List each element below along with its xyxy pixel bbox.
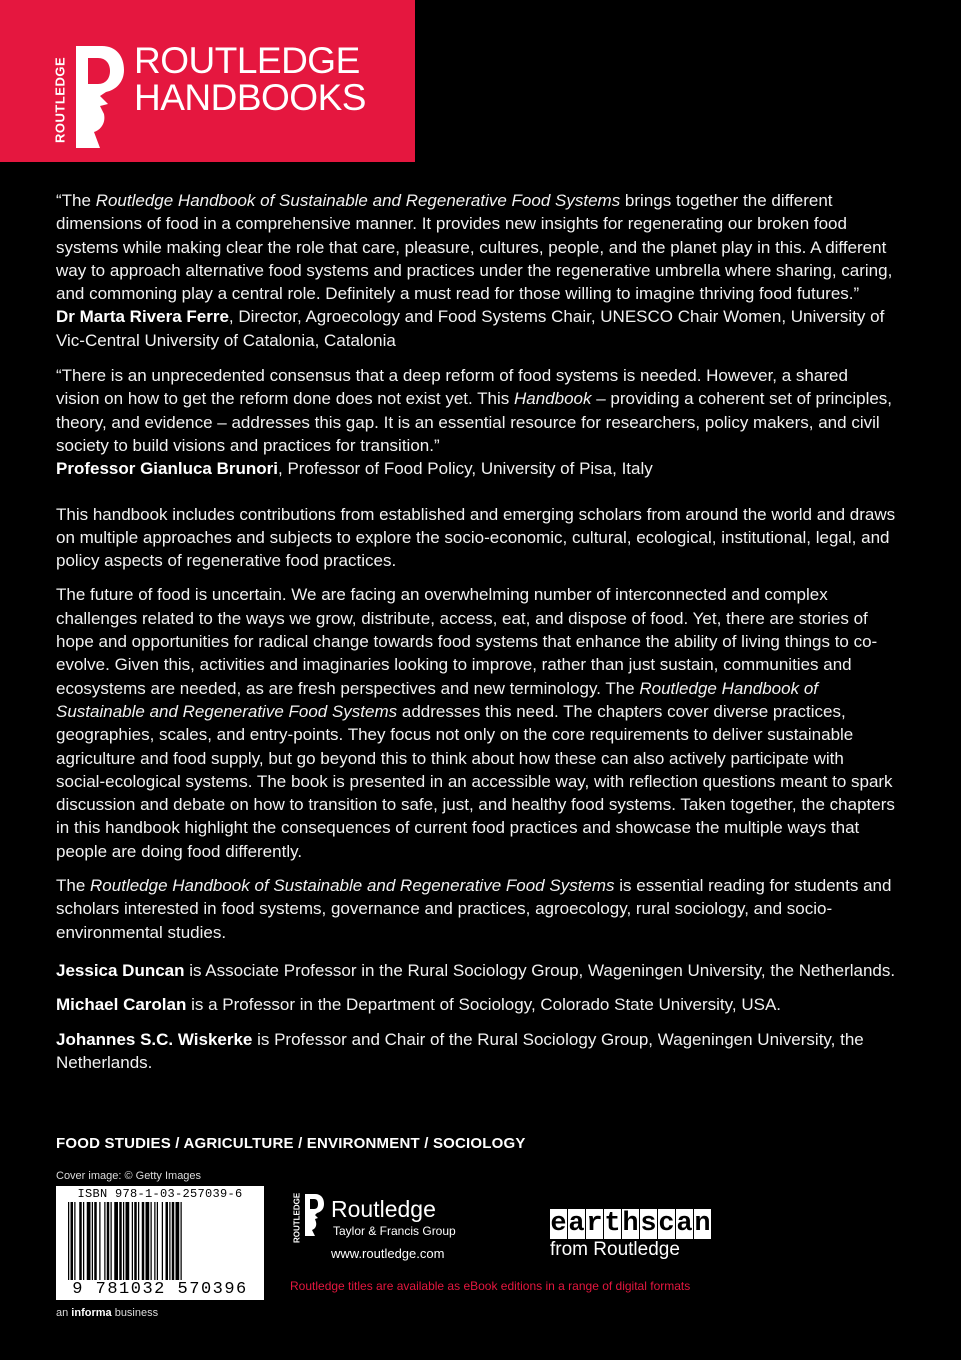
endorser-name-2: Professor Gianluca Brunori [56, 459, 278, 479]
ebook-availability-note: Routledge titles are available as eBook editions in a range of digital formats [290, 1279, 691, 1293]
routledge-profile-small-icon [303, 1193, 325, 1237]
informa-business-note: an informa business [56, 1307, 159, 1319]
description-paragraph-2: The future of food is uncertain. We are facing an overwhelming number of interconnected and complex challenges related to the ways we grow, distribute, access, eat, and dispose of food. Yet, there are stories of hope and opportunities for radical change towards food systems that enhance the ability of living things to co-evolve. Given this, activities and imaginaries looking to improve, rather than just sustain, communities and ecosystems are needed, as are fresh perspectives and new terminology. The Routledge Handbook of Sustainable and Regenerative Food Systems addresses this need. The chapters cover diverse practices, geographies, scales, and entry-points. They focus not only on the core requirements to deliver sustainable agriculture and food supply, but go beyond this to think about how these can also actively participate with social-ecological systems. The book is presented in an accessible way, with reflection questions meant to spark discussion and debate on how to transition to safe, just, and healthy food systems. Taken together, the chapters in this handbook highlight the consequences of current food practices and showcase the multiple ways that people are doing food differently. [56, 585, 895, 861]
earthscan-logo [550, 1209, 712, 1239]
editor-bio: Michael Carolan is a Professor in the Department of Sociology, Colorado State University, USA. [56, 995, 782, 1015]
earthscan-from-routledge: from Routledge [550, 1239, 680, 1260]
isbn-label: ISBN 978-1-03-257039-6 [77, 1187, 243, 1201]
series-title-line-2: HANDBOOKS [134, 77, 366, 118]
back-cover-text [56, 189, 896, 1074]
description-paragraph-1: This handbook includes contributions from established and emerging scholars from around the world and draws on multiple approaches and subjects to explore the socio-economic, cultural, ecological, institutional, legal, and policy aspects of regenerative food practices. [56, 504, 896, 571]
series-brand-block [0, 0, 415, 162]
brand-vertical-wordmark: ROUTLEDGE [52, 56, 68, 144]
isbn-barcode [56, 1186, 264, 1300]
earthscan-letter: a [568, 1209, 585, 1239]
description-paragraph-3: The Routledge Handbook of Sustainable and Regenerative Food Systems is essential reading for students and scholars interested in food systems, governance and practices, agroecology, rural sociology, and socio-environmental studies. [56, 876, 892, 942]
earthscan-letter: a [676, 1209, 693, 1239]
earthscan-letter: n [694, 1209, 711, 1239]
earthscan-letter: s [640, 1209, 657, 1239]
endorsement-quote-1: “The Routledge Handbook of Sustainable and Regenerative Food Systems brings together the different dimensions of food in a comprehensive manner. It provides new insights for regenerating our broken food systems while making clear the role that care, pleasure, cultures, people, and the planet play in this. A different way to approach alternative food systems and practices under the regenerative umbrella where sharing, caring, and commoning play a central role. Definitely a must read for those willing to imagine thriving food futures.” Dr Marta Rivera Ferre, Director, Agroecology and Food Systems Chair, UNESCO Chair Women, University of Vic-Central University of Catalonia, Catalonia [56, 191, 893, 350]
endorser-name-1: Dr Marta Rivera Ferre [56, 307, 229, 327]
routledge-publisher-name: Routledge [331, 1196, 436, 1222]
routledge-profile-logo-icon [70, 44, 128, 150]
earthscan-letter: c [658, 1209, 675, 1239]
cover-image-credit: Cover image: © Getty Images [56, 1170, 202, 1182]
subject-categories: FOOD STUDIES / AGRICULTURE / ENVIRONMENT / SOCIOLOGY [56, 1135, 526, 1152]
editor-bio: Jessica Duncan is Associate Professor in the Rural Sociology Group, Wageningen University, the Netherlands. [56, 960, 896, 980]
earthscan-letter: e [550, 1209, 567, 1239]
endorsement-quote-2: “There is an unprecedented consensus that a deep reform of food systems is needed. However, a shared vision on how to get the reform done does not exist yet. This Handbook – providing a coherent set of principles, theory, and evidence – addresses this gap. It is an essential resource for researchers, policy makers, and civil society to build visions and practices for transition.” Professor Gianluca Brunori, Professor of Food Policy, University of Pisa, Italy [56, 366, 893, 479]
routledge-group-name: Taylor & Francis Group [333, 1224, 456, 1238]
routledge-website: www.routledge.com [331, 1246, 445, 1261]
earthscan-letter: t [604, 1209, 621, 1239]
barcode-bars-icon [68, 1202, 252, 1280]
isbn-digits: 9 781032 570396 [72, 1280, 248, 1299]
editor-bio: Johannes S.C. Wiskerke is Professor and Chair of the Rural Sociology Group, Wageningen University, the Netherlands. [56, 1029, 864, 1072]
series-title [134, 42, 366, 116]
earthscan-letter: r [586, 1209, 603, 1239]
earthscan-letter: h [622, 1209, 639, 1239]
routledge-vertical-wordmark: ROUTLEDGE [292, 1192, 302, 1244]
series-title-line-1: ROUTLEDGE [134, 40, 360, 81]
